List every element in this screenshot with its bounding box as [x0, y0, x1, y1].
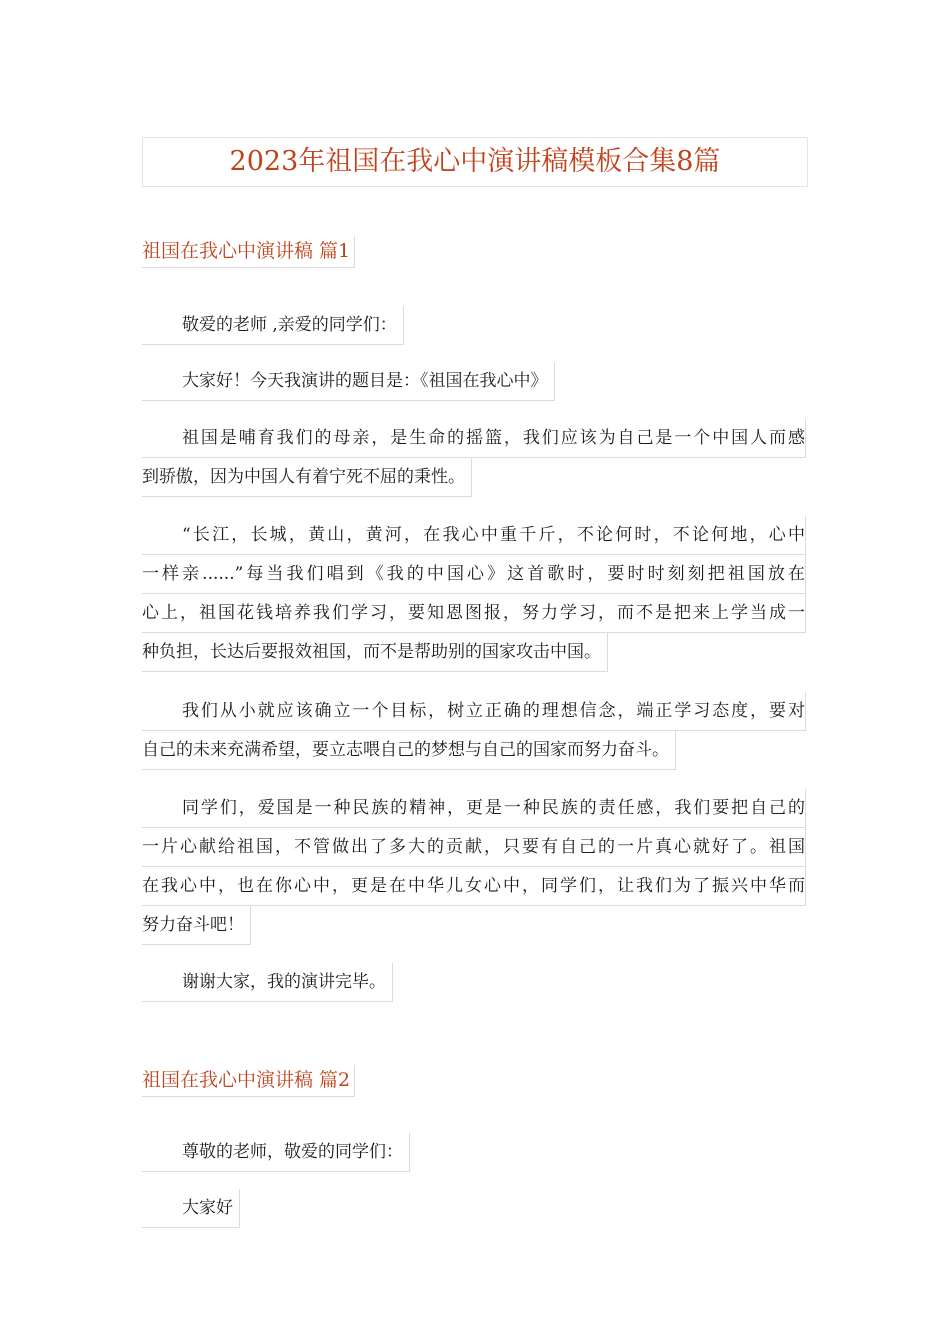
- paragraph-line: 大家好！今天我演讲的题目是：《祖国在我心中》: [142, 362, 555, 401]
- paragraph: [142, 516, 808, 672]
- paragraph-line: “长江，长城，黄山，黄河，在我心中重千斤，不论何时，不论何地，心中: [142, 516, 806, 555]
- paragraph: [142, 419, 808, 497]
- paragraph: [142, 362, 808, 401]
- paragraph: [142, 1133, 808, 1172]
- paragraph-line: 一片心献给祖国，不管做出了多大的贡献，只要有自己的一片真心就好了。祖国: [142, 828, 806, 867]
- document-title: [142, 137, 808, 187]
- paragraph-line: 尊敬的老师，敬爱的同学们：: [142, 1133, 410, 1172]
- paragraph: [142, 692, 808, 770]
- paragraph: [142, 789, 808, 945]
- section-heading-2: 祖国在我心中演讲稿 篇2: [142, 1065, 355, 1097]
- paragraph: [142, 1189, 808, 1228]
- paragraph-line: 自己的未来充满希望，要立志喂自己的梦想与自己的国家而努力奋斗。: [142, 731, 676, 770]
- paragraph-line: 努力奋斗吧！: [142, 906, 251, 945]
- paragraph-line: 同学们，爱国是一种民族的精神，更是一种民族的责任感，我们要把自己的: [142, 789, 806, 828]
- paragraph-line: 敬爱的老师 ,亲爱的同学们：: [142, 306, 404, 345]
- paragraph-line: 大家好: [142, 1189, 240, 1228]
- paragraph-line: 谢谢大家，我的演讲完毕。: [142, 963, 393, 1002]
- paragraph-line: 一样亲......”每当我们唱到《我的中国心》这首歌时，要时时刻刻把祖国放在: [142, 555, 806, 594]
- paragraph: [142, 306, 808, 345]
- paragraph: [142, 963, 808, 1002]
- paragraph-line: 祖国是哺育我们的母亲，是生命的摇篮，我们应该为自己是一个中国人而感: [142, 419, 806, 458]
- document-title-text: 2023年祖国在我心中演讲稿模板合集8篇: [229, 146, 721, 177]
- paragraph-line: 我们从小就应该确立一个目标，树立正确的理想信念，端正学习态度，要对: [142, 692, 806, 731]
- paragraph-line: 种负担，长达后要报效祖国，而不是帮助别的国家攻击中国。: [142, 633, 608, 672]
- paragraph-line: 到骄傲，因为中国人有着宁死不屈的秉性。: [142, 458, 472, 497]
- section-heading-1: 祖国在我心中演讲稿 篇1: [142, 236, 355, 268]
- paragraph-line: 心上，祖国花钱培养我们学习，要知恩图报，努力学习，而不是把来上学当成一: [142, 594, 806, 633]
- paragraph-line: 在我心中，也在你心中，更是在中华儿女心中，同学们，让我们为了振兴中华而: [142, 867, 806, 906]
